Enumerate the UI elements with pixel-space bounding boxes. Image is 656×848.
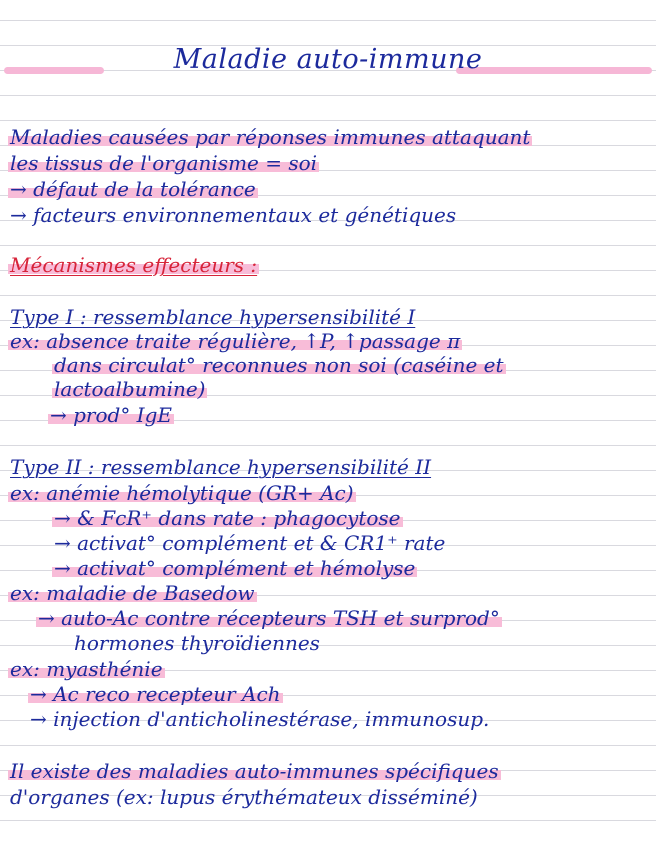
page-title: Maladie auto-immune	[173, 44, 483, 75]
line-text: Maladies causées par réponses immunes attaquant	[10, 125, 531, 149]
line-text: les tissus de l'organisme = soi	[10, 151, 318, 175]
line-text: → auto-Ac contre récepteurs TSH et surprod°	[38, 606, 500, 630]
text-line	[8, 784, 656, 810]
line-text: → injection d'anticholinestérase, immunosup.	[30, 707, 490, 731]
line-text: d'organes (ex: lupus érythémateux disséminé)	[10, 785, 478, 809]
line-text: dans circulat° reconnues non soi (caséine et	[54, 353, 504, 377]
line-text: → activat° complément et & CR1⁺ rate	[54, 531, 446, 555]
subheading-text: Type I : ressemblance hypersensibilité I	[10, 305, 416, 329]
line-text: → prod° IgE	[50, 403, 172, 427]
text-line	[8, 580, 656, 606]
text-line	[72, 630, 656, 656]
line-text: → activat° complément et hémolyse	[54, 556, 416, 580]
text-line	[28, 681, 656, 707]
line-text: ex: maladie de Basedow	[10, 581, 255, 605]
text-line	[52, 505, 656, 531]
text-line	[36, 605, 656, 631]
text-line	[8, 176, 656, 202]
text-line	[8, 202, 656, 228]
section-heading	[8, 252, 656, 278]
text-line	[52, 555, 656, 581]
text-line	[52, 376, 656, 402]
text-line	[52, 352, 656, 378]
text-line	[8, 328, 656, 354]
text-line	[28, 706, 656, 732]
text-line	[8, 656, 656, 682]
line-text: Il existe des maladies auto-immunes spécifiques	[10, 759, 499, 783]
text-line	[8, 480, 656, 506]
line-text: ex: myasthénie	[10, 657, 163, 681]
title-row	[0, 40, 656, 80]
line-text: → défaut de la tolérance	[10, 177, 256, 201]
section-heading-text: Mécanismes effecteurs :	[10, 253, 258, 277]
text-line	[8, 150, 656, 176]
line-text: lactoalbumine)	[54, 377, 206, 401]
line-text: ex: anémie hémolytique (GR+ Ac)	[10, 481, 354, 505]
subheading	[8, 454, 656, 480]
line-text: ex: absence traite régulière, ↑P, ↑passage π	[10, 329, 461, 353]
text-line	[8, 124, 656, 150]
line-text: → facteurs environnementaux et génétiques	[10, 203, 457, 227]
text-line	[8, 758, 656, 784]
text-line	[52, 530, 656, 556]
line-text: → & FcR⁺ dans rate : phagocytose	[54, 506, 401, 530]
line-text: hormones thyroïdiennes	[74, 631, 320, 655]
subheading-text: Type II : ressemblance hypersensibilité II	[10, 455, 432, 479]
subheading	[8, 304, 656, 330]
text-line	[48, 402, 656, 428]
line-text: → Ac reco recepteur Ach	[30, 682, 281, 706]
